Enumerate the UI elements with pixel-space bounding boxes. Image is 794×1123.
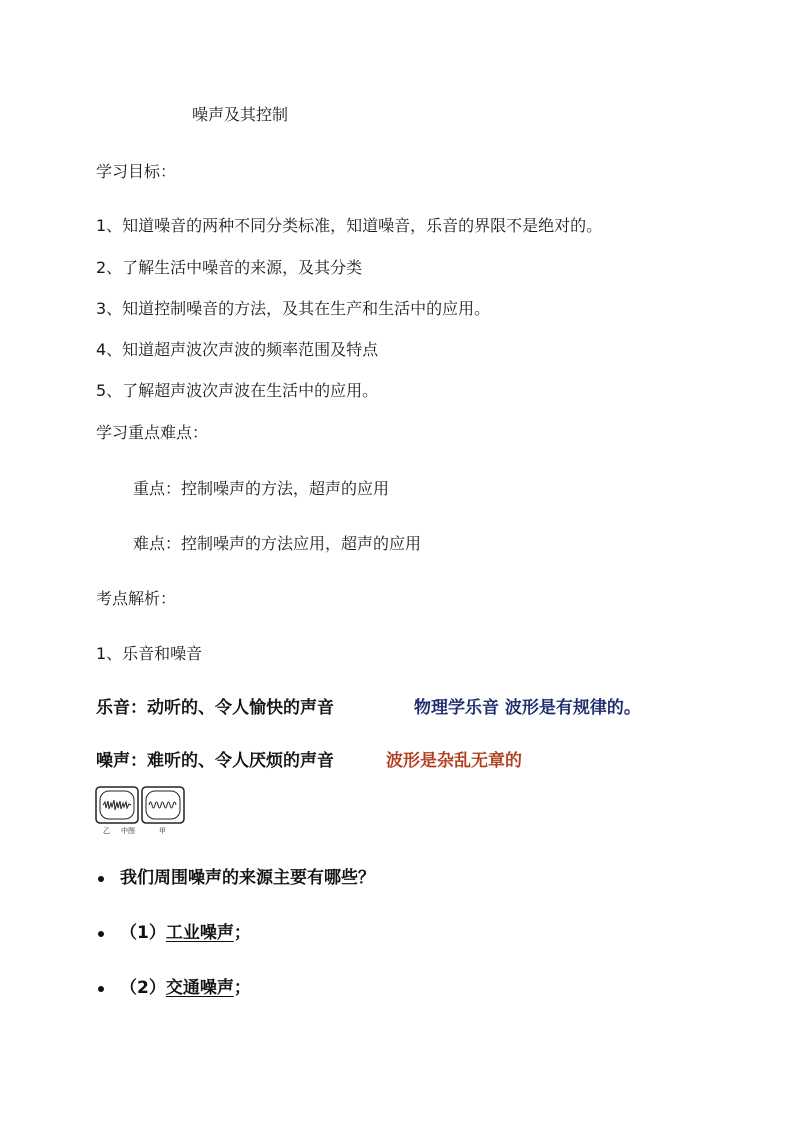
waveform-figure-svg xyxy=(95,786,187,836)
source-item-industrial xyxy=(120,925,251,942)
source-item-prefix: （1） xyxy=(120,923,166,943)
music-waveform-note: 物理学乐音 波形是有规律的。 xyxy=(414,698,641,718)
music-oscilloscope xyxy=(142,787,184,823)
analysis-subheading: 1、乐音和噪音 xyxy=(96,644,203,663)
noise-oscilloscope xyxy=(96,787,138,823)
key-points-heading: 学习重点难点： xyxy=(96,423,209,442)
source-item-text: 工业噪声 xyxy=(165,923,234,943)
source-item-suffix: ； xyxy=(233,978,251,998)
objectives-heading: 学习目标： xyxy=(96,162,177,181)
source-item-suffix: ； xyxy=(233,923,251,943)
source-item-traffic xyxy=(120,980,251,997)
source-item-prefix: （2） xyxy=(120,978,166,998)
key-point-focus: 重点：控制噪声的方法，超声的应用 xyxy=(133,479,390,498)
noise-definition: 噪声：难听的、令人厌烦的声音 xyxy=(96,751,334,771)
bullet-icon xyxy=(98,986,104,992)
sources-question: 我们周围噪声的来源主要有哪些？ xyxy=(120,868,375,888)
noise-waveform-note: 波形是杂乱无章的 xyxy=(386,751,522,771)
objective-item-4: 4、知道超声波次声波的频率范围及特点 xyxy=(96,340,379,359)
waveform-figure xyxy=(95,786,187,836)
objective-item-1: 1、知道噪音的两种不同分类标准，知道噪音，乐音的界限不是绝对的。 xyxy=(96,216,603,235)
music-definition: 乐音：动听的、令人愉快的声音 xyxy=(96,698,334,718)
bullet-icon xyxy=(98,876,104,882)
key-point-difficulty: 难点：控制噪声的方法应用，超声的应用 xyxy=(133,534,422,553)
source-item-text: 交通噪声 xyxy=(165,978,234,998)
bullet-icon xyxy=(98,931,104,937)
page-title: 噪声及其控制 xyxy=(192,105,289,124)
objective-item-5: 5、了解超声波次声波在生活中的应用。 xyxy=(96,381,379,400)
figure-caption-mid: 中图 xyxy=(121,827,135,835)
objective-item-2: 2、了解生活中噪音的来源，及其分类 xyxy=(96,258,363,277)
figure-caption-left: 乙 xyxy=(103,827,110,835)
figure-caption-right: 甲 xyxy=(159,827,166,835)
analysis-heading: 考点解析： xyxy=(96,589,177,608)
objective-item-3: 3、知道控制噪音的方法，及其在生产和生活中的应用。 xyxy=(96,299,491,318)
